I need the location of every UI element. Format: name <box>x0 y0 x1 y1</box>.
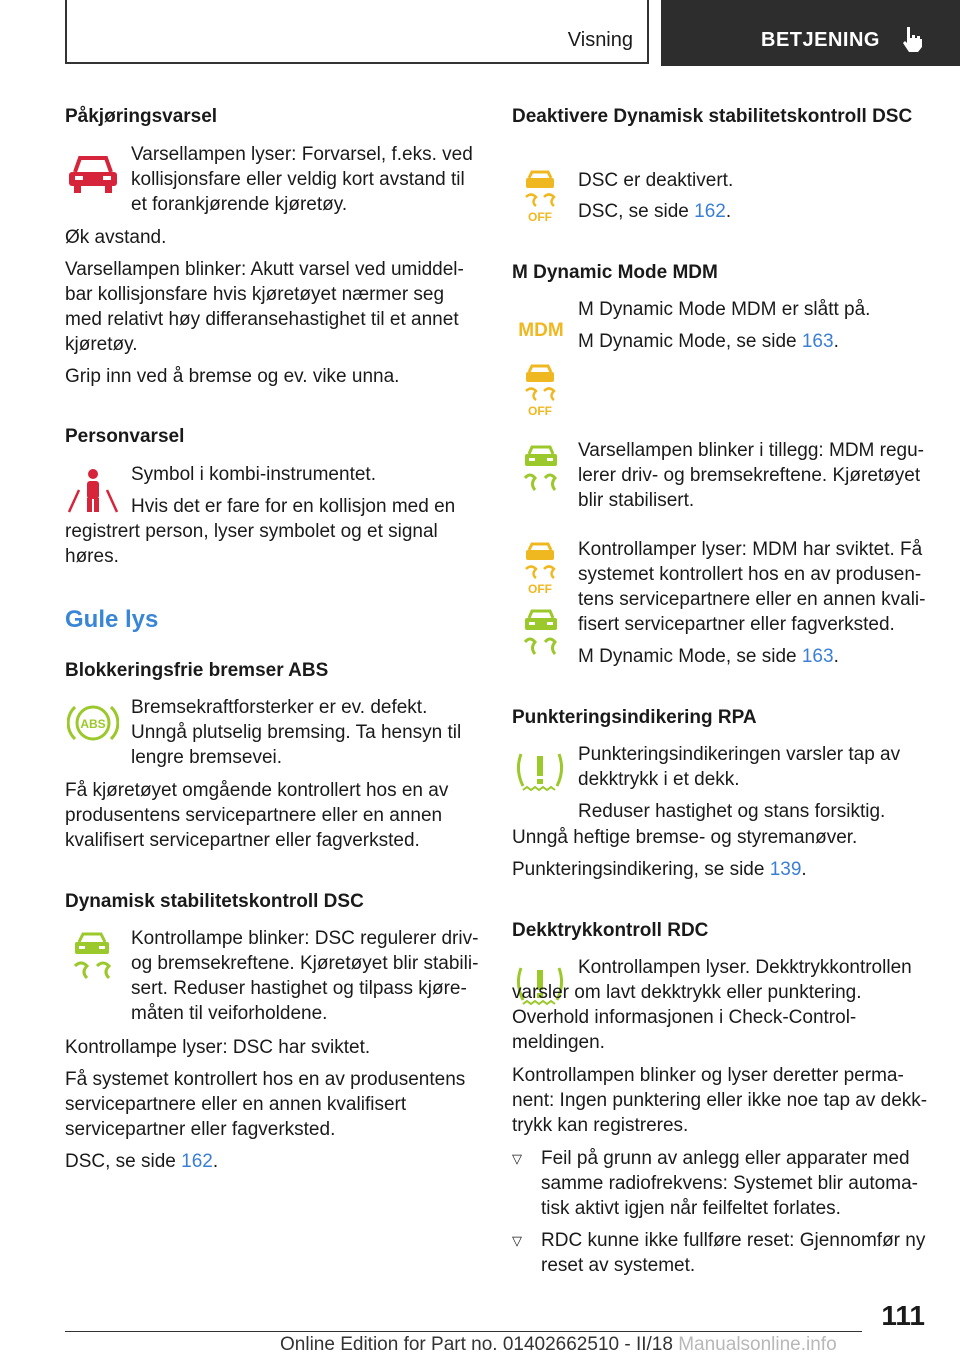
heading-pakjoringsvarsel: Påkjøringsvarsel <box>65 106 218 127</box>
dsc-skid-icon <box>69 932 115 982</box>
mdm-see-page-2: M Dynamic Mode, se side 163. <box>578 646 839 667</box>
bullet-triangle-icon: ▽ <box>512 1151 522 1166</box>
mdm-page-link-2[interactable]: 163 <box>801 646 834 667</box>
mdm-description: M Dynamic Mode MDM er slått på. <box>578 299 871 320</box>
mdm-see-page: M Dynamic Mode, se side 163. <box>578 331 839 352</box>
bullet-triangle-icon: ▽ <box>512 1233 522 1248</box>
deakt-page-link[interactable]: 162 <box>694 201 726 222</box>
mdm-fail-description: Kontrollamper lyser: MDM har sviktet. Få systemet kontrollert hos en av produsentens servicepartnere eller en annen kvalifisert servicepartner eller fagverksted. <box>578 539 926 635</box>
header-right-label: BETJENING <box>761 29 880 51</box>
svg-text:OFF: OFF <box>528 582 552 596</box>
header-tab-betjening <box>661 0 960 66</box>
svg-text:ABS: ABS <box>80 717 106 731</box>
dsc-see-page: DSC, se side 162. <box>65 1151 219 1172</box>
svg-text:MDM: MDM <box>518 320 564 340</box>
dsc-off-icon <box>522 168 558 224</box>
rpa-page-link[interactable]: 139 <box>769 859 802 880</box>
header-left-label: Visning <box>567 29 633 51</box>
mdm-blink-description: Varsellampen blinker i tillegg: MDM regulerer driv- og bremsekreftene. Kjøretøyet blir stabilisert. <box>578 440 924 511</box>
mdm-icon <box>515 318 567 340</box>
dsc-paragraph-1: Kontrollampe lyser: DSC har sviktet. <box>65 1037 371 1058</box>
person-description-2: Hvis det er fare for en kollisjon med en registrert person, lyser symbolet og et signal høres. <box>65 496 456 567</box>
dsc-skid-icon-2 <box>519 444 563 494</box>
svg-text:OFF: OFF <box>528 404 552 418</box>
rpa-description-1: Punkteringsindikeringen varsler tap av dekktrykk i et dekk. <box>578 744 901 790</box>
pakj-paragraph-3: Grip inn ved å bremse og ev. vike unna. <box>65 366 400 387</box>
car-collision-warning-icon <box>65 150 121 196</box>
dsc-skid-icon-3 <box>519 608 563 658</box>
footer-watermark: Manualsonline.info <box>678 1334 837 1355</box>
dsc-description: Kontrollampe blinker: DSC regulerer driv- og bremsekreftene. Kjøretøyet blir stabilisert. Reduser hastighet og tilpass kjøremåten til veiforholdene. <box>131 928 479 1024</box>
rpa-paragraph-1: Unngå heftige bremse- og styremanøver. <box>512 827 858 848</box>
dsc-off-icon-3 <box>522 540 558 596</box>
heading-abs: Blokkeringsfrie bremser ABS <box>65 660 329 681</box>
dsc-page-link[interactable]: 162 <box>181 1151 213 1172</box>
footer-divider <box>65 1331 862 1332</box>
person-description-1: Symbol i kombi-instrumentet. <box>131 464 376 485</box>
svg-text:OFF: OFF <box>528 210 552 224</box>
heading-gule-lys: Gule lys <box>65 606 159 633</box>
rdc-description: Kontrollampen lyser. Dekktrykkontrollen varsler om lavt dekktrykk eller punktering. Overhold informasjonen i Check-Control-meldingen. <box>512 957 912 1053</box>
header-tab-visning <box>65 0 649 64</box>
abs-description: Bremsekraftforsterker er ev. defekt. Unngå plutselig bremsing. Ta hensyn til lengre bremsevei. <box>131 697 462 768</box>
heading-dsc: Dynamisk stabilitetskontroll DSC <box>65 891 364 912</box>
abs-warning-icon <box>67 701 119 745</box>
pakj-paragraph-2: Varsellampen blinker: Akutt varsel ved umiddelbar kollisjonsfare hvis kjøretøyet nærmer seg med relativt høy differansehastighet til et annet kjøretøy. <box>65 259 464 355</box>
rpa-see-page: Punkteringsindikering, se side 139. <box>512 859 807 880</box>
deakt-description: DSC er deaktivert. <box>578 170 734 191</box>
heading-mdm: M Dynamic Mode MDM <box>512 262 718 283</box>
mdm-page-link[interactable]: 163 <box>801 331 834 352</box>
footer-edition: Online Edition for Part no. 01402662510 - II/18 Manualsonline.info <box>280 1334 837 1355</box>
deakt-see-page: DSC, se side 162. <box>578 201 732 222</box>
dsc-paragraph-2: Få systemet kontrollert hos en av produsentens servicepartnere eller en annen kvalifisert servicepartner eller fagverksted. <box>65 1069 466 1140</box>
heading-deaktivere-dsc: Deaktivere Dynamisk stabilitetskontroll DSC <box>512 106 913 127</box>
dsc-off-icon-2 <box>522 362 558 418</box>
page-number: 111 <box>881 1300 925 1331</box>
rdc-paragraph-1: Kontrollampen blinker og lyser deretter permanent: Ingen punktering eller ikke noe tap av dekktrykk kan registreres. <box>512 1065 928 1136</box>
tire-pressure-warning-icon <box>515 748 565 794</box>
pakj-description: Varsellampen lyser: Forvarsel, f.eks. ved kollisjonsfare eller veldig kort avstand til et forankjørende kjøretøy. <box>131 144 473 215</box>
heading-rpa: Punkteringsindikering RPA <box>512 707 757 728</box>
pakj-paragraph-1: Øk avstand. <box>65 227 167 248</box>
rpa-description-2: Reduser hastighet og stans forsiktig. <box>578 801 886 822</box>
heading-rdc: Dekktrykkontroll RDC <box>512 920 709 941</box>
pointing-hand-icon <box>900 25 924 53</box>
abs-paragraph-1: Få kjøretøyet omgående kontrollert hos en av produsentens servicepartnere eller en annen kvalifisert servicepartner eller fagverksted. <box>65 780 449 851</box>
heading-personvarsel: Personvarsel <box>65 426 185 447</box>
